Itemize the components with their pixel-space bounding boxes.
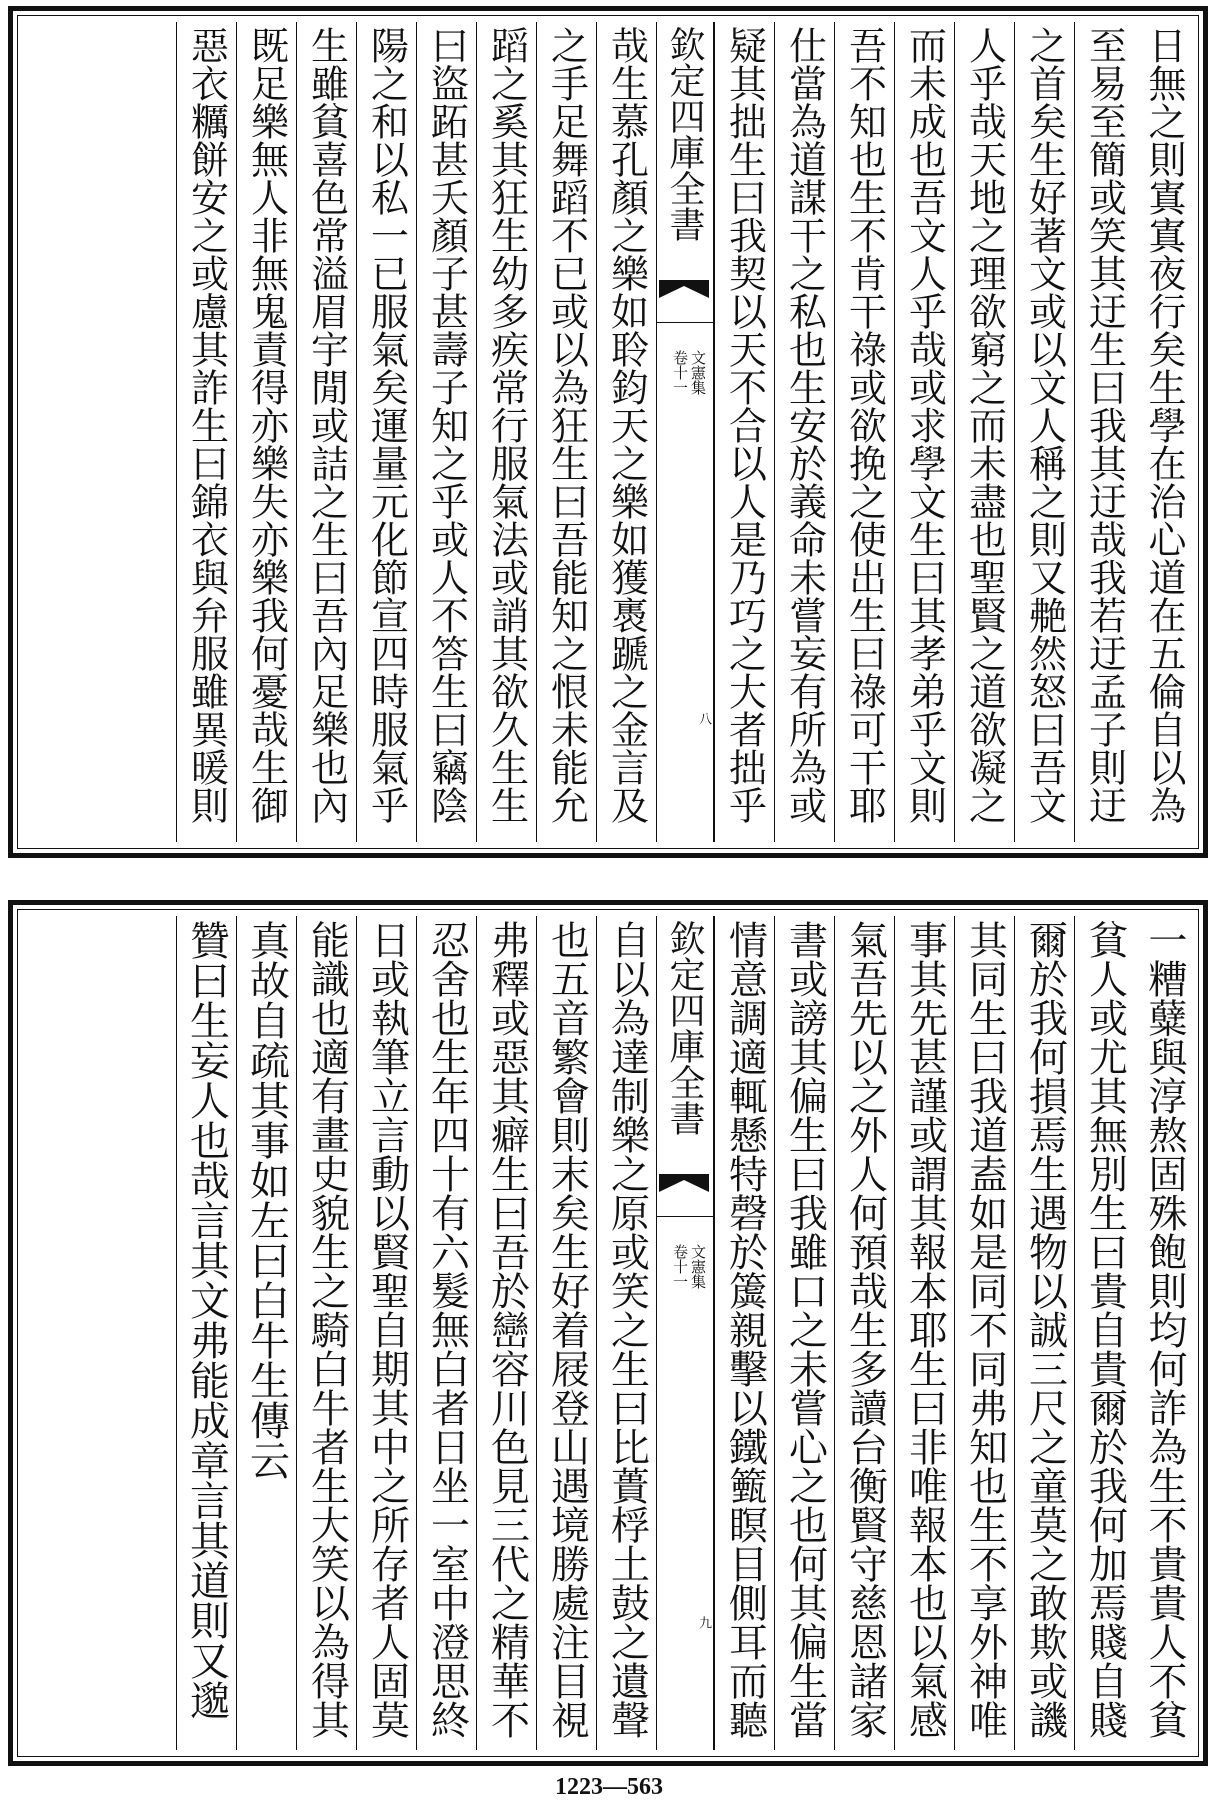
text-column: 生雖貧喜色常溢眉宇閒或詰之生曰吾內足樂也內 — [296, 22, 356, 842]
text-column: 至易至簡或笑其迂生曰我其迂哉我若迂孟子則迂 — [1074, 22, 1134, 842]
top-page-inner-frame — [17, 15, 1199, 849]
text-column: 吾不知也生不肯干祿或欲挽之使出生曰祿可干耶 — [834, 22, 894, 842]
spine-folio: 九 — [696, 1616, 711, 1629]
text-column: 書或謗其偏生曰我雖口之未嘗心之也何其偏生當 — [774, 916, 834, 1750]
spine-volume: 卷十一 — [671, 1244, 689, 1289]
bottom-page-panel — [8, 900, 1208, 1766]
text-column: 能識也適有畫史貌生之騎白牛者生大笑以為得其 — [296, 916, 356, 1750]
text-column: 之手足舞蹈不已或以為狂生曰吾能知之恨未能允 — [536, 22, 596, 842]
spine-collection: 文憲集 — [689, 350, 707, 395]
text-column: 貧人或尤其無別生曰貴自貴爾於我何加焉賤自賤 — [1074, 916, 1134, 1750]
text-column: 既足樂無人非無鬼責得亦樂失亦樂我何憂哉生御 — [236, 22, 296, 842]
text-column: 真故自疏其事如左曰白牛生傳云 — [236, 916, 296, 1750]
text-column: 曰盜跖甚夭顏子甚壽子知之乎或人不答生曰竊陰 — [416, 22, 476, 842]
text-column: 事其先甚謹或謂其報本耶生曰非唯報本也以氣感 — [894, 916, 954, 1750]
text-column: 哉生慕孔顏之樂如聆鈞天之樂如獲褭蹏之金言及 — [596, 22, 656, 842]
text-column: 也五音繁會則末矣生好着屐登山遇境勝處注目視 — [536, 916, 596, 1750]
spine-rule — [657, 322, 713, 323]
text-column: 自以為達制樂之原或笑之生曰比蕢桴土鼓之遺聲 — [596, 916, 656, 1750]
spine-title: 欽定四庫全書 — [664, 26, 705, 242]
text-column: 而未成也吾文人乎哉或求學文生曰其孝弟乎文則 — [894, 22, 954, 842]
bottom-page-inner-frame — [17, 909, 1199, 1757]
page-reference-number: 1223—563 — [555, 1774, 663, 1800]
spine-volume: 卷十一 — [671, 350, 689, 395]
fish-tail-icon — [659, 280, 709, 298]
fish-tail-icon — [659, 1174, 709, 1192]
text-column: 之首矣生好著文或以文人稱之則又艴然怒曰吾文 — [1014, 22, 1074, 842]
text-column: 蹈之奚其狂生幼多疾常行服氣法或誚其欲久生生 — [476, 22, 536, 842]
spine-folio: 八 — [696, 712, 711, 725]
text-column: 贊曰生妄人也哉言其文弗能成章言其道則又邈 — [176, 916, 236, 1750]
spine-rule — [657, 1216, 713, 1217]
text-column: 疑其拙生曰我契以天不合以人是乃巧之大者拙乎 — [714, 22, 774, 842]
text-column: 日或執筆立言動以賢聖自期其中之所存者人固莫 — [356, 916, 416, 1750]
text-column: 忍舍也生年四十有六髮無白者日坐一室中澄思終 — [416, 916, 476, 1750]
bottom-page-spine — [656, 916, 714, 1750]
text-column: 爾於我何損焉生遇物以誠三尺之童莫之敢欺或譏 — [1014, 916, 1074, 1750]
top-page-panel — [8, 6, 1208, 858]
spine-title: 欽定四庫全書 — [664, 920, 705, 1136]
text-column: 其同生曰我道盍如是同不同弗知也生不享外神唯 — [954, 916, 1014, 1750]
text-column: 惡衣糲餅安之或慮其詐生曰錦衣與弁服雖異暖則 — [176, 22, 236, 842]
text-column: 弗釋或惡其癖生曰吾於巒容川色見三代之精華不 — [476, 916, 536, 1750]
text-column: 一糟糵與淳熬固殊飽則均何詐為生不貴貴人不貧 — [1142, 920, 1187, 1739]
text-column: 日無之則寘寘夜行矣生學在治心道在五倫自以為 — [1142, 26, 1186, 824]
text-column: 陽之和以私一已服氣矣運量元化節宣四時服氣乎 — [356, 22, 416, 842]
top-page-spine — [656, 22, 714, 842]
text-column: 情意調適輒懸特磬於簴親擊以鐵籈瞑目側耳而聽 — [714, 916, 774, 1750]
text-column: 氣吾先以之外人何預哉生多讀台衡賢守慈恩諸家 — [834, 916, 894, 1750]
text-column: 人乎哉天地之理欲窮之而未盡也聖賢之道欲凝之 — [954, 22, 1014, 842]
spine-collection: 文憲集 — [689, 1244, 707, 1289]
text-column: 仕當為道謀干之私也生安於義命未嘗妄有所為或 — [774, 22, 834, 842]
